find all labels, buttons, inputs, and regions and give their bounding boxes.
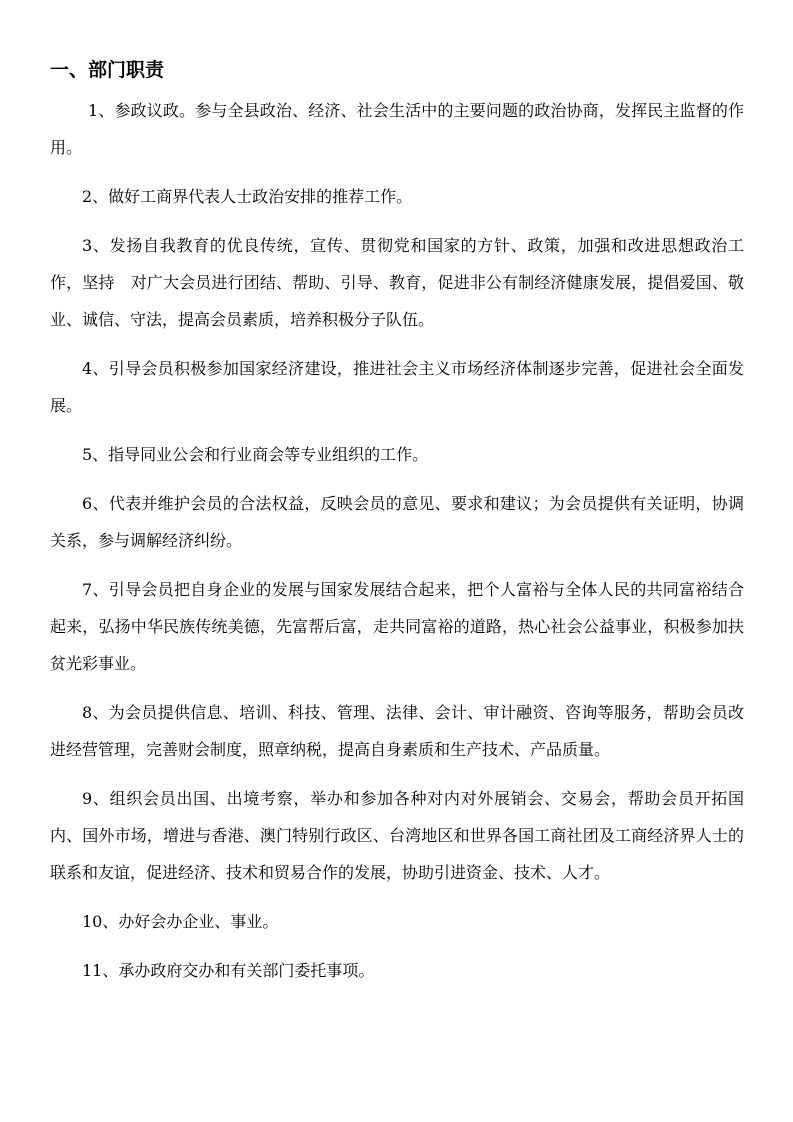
duty-paragraph-9: 9、组织会员出国、出境考察，举办和参加各种对内对外展销会、交易会，帮助会员开拓国内、国外市场，增进与香港、澳门特别行政区、台湾地区和世界各国工商社团及工商经济界人士的联系和友谊，促进经济、技术和贸易合作的发展，协助引进资金、技术、人才。	[50, 789, 744, 882]
duty-paragraph-5: 5、指导同业公会和行业商会等专业组织的工作。	[82, 445, 429, 464]
section-heading: 一、部门职责	[50, 59, 165, 81]
duty-paragraph-2: 2、做好工商界代表人士政治安排的推荐工作。	[82, 187, 413, 206]
duty-paragraph-11: 11、承办政府交办和有关部门委托事项。	[82, 961, 375, 980]
duty-paragraph-6: 6、代表并维护会员的合法权益，反映会员的意见、要求和建议；为会员提供有关证明，协调关系，参与调解经济纠纷。	[50, 494, 744, 550]
duty-paragraph-10: 10、办好会办企业、事业。	[82, 912, 279, 931]
duty-paragraph-7: 7、引导会员把自身企业的发展与国家发展结合起来，把个人富裕与全体人民的共同富裕结合起来，弘扬中华民族传统美德，先富帮后富，走共同富裕的道路，热心社会公益事业，积极参加扶贫光彩事业。	[50, 580, 744, 673]
duty-list	[50, 92, 744, 1001]
duty-paragraph-4: 4、引导会员积极参加国家经济建设，推进社会主义市场经济体制逐步完善，促进社会全面发展。	[50, 359, 744, 415]
duty-paragraph-1: 1、参政议政。参与全县政治、经济、社会生活中的主要问题的政治协商，发挥民主监督的作用。	[50, 101, 744, 157]
duty-paragraph-3: 3、发扬自我教育的优良传统，宣传、贯彻党和国家的方针、政策，加强和改进思想政治工作，坚持 对广大会员进行团结、帮助、引导、教育，促进非公有制经济健康发展，提倡爱国、敬业、诚信、守法，提高会员素质，培养积极分子队伍。	[50, 236, 744, 329]
duty-paragraph-8: 8、为会员提供信息、培训、科技、管理、法律、会计、审计融资、咨询等服务，帮助会员改进经营管理，完善财会制度，照章纳税，提高自身素质和生产技术、产品质量。	[50, 703, 744, 759]
